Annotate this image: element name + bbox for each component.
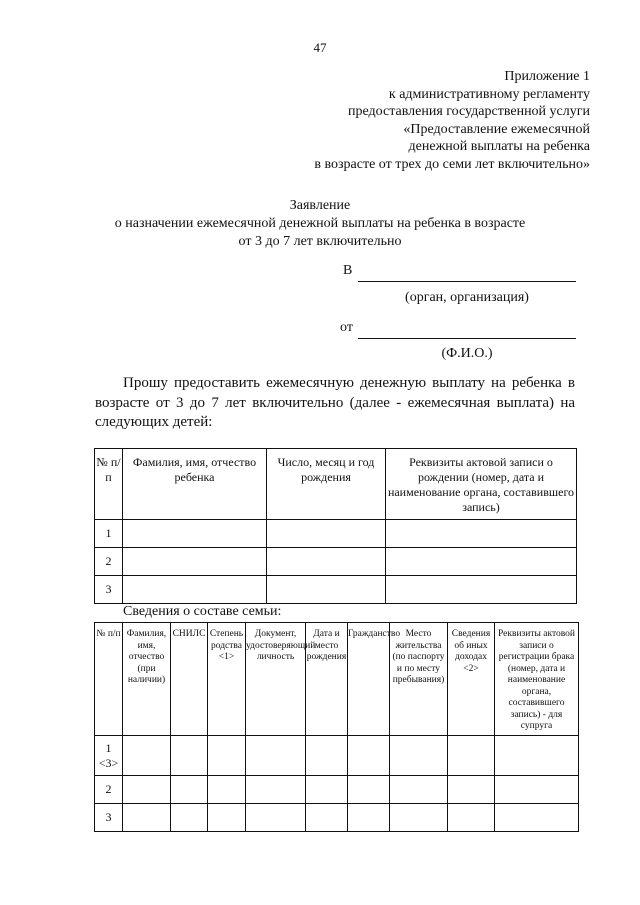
table-row — [95, 520, 577, 548]
page-number: 47 — [313, 40, 327, 55]
table-row — [95, 548, 577, 576]
table-cell[interactable] — [386, 548, 577, 576]
appendix-line: к административному регламенту — [388, 86, 590, 102]
table-cell[interactable] — [495, 736, 579, 776]
table-cell[interactable] — [171, 736, 208, 776]
table-cell[interactable] — [390, 804, 448, 832]
title-line: от 3 до 7 лет включительно — [238, 234, 402, 249]
to-organization-line[interactable] — [358, 280, 576, 282]
table-cell[interactable] — [386, 520, 577, 548]
table-cell[interactable] — [348, 736, 390, 776]
table-cell[interactable] — [448, 804, 495, 832]
family-heading: Сведения о составе семьи: — [123, 604, 282, 619]
table-cell[interactable] — [390, 736, 448, 776]
children-table — [94, 448, 577, 604]
table-cell[interactable] — [123, 520, 267, 548]
from-hint: (Ф.И.О.) — [441, 346, 493, 361]
request-paragraph — [95, 374, 575, 433]
header-birth-date: Число, месяц и год рождения — [267, 449, 386, 520]
header-other-income: Сведения об иных доходах <2> — [448, 623, 495, 736]
table-cell[interactable] — [246, 736, 306, 776]
appendix-line: «Предоставление ежемесячной — [403, 121, 590, 137]
table-cell[interactable] — [306, 736, 348, 776]
header-citizenship: Гражданство — [348, 623, 390, 736]
row-number: 2 — [95, 548, 123, 576]
appendix-header — [314, 68, 590, 173]
table-row — [95, 804, 579, 832]
row-number: 3 — [95, 804, 123, 832]
table-cell[interactable] — [495, 776, 579, 804]
table-row — [95, 776, 579, 804]
table-cell[interactable] — [306, 804, 348, 832]
table-cell[interactable] — [448, 776, 495, 804]
table-cell[interactable] — [306, 776, 348, 804]
header-birth-record: Реквизиты актовой записи о рождении (номер, дата и наименование органа, составившего запись) — [386, 449, 577, 520]
from-name-line[interactable] — [358, 337, 576, 339]
header-number: № п/п — [95, 623, 123, 736]
header-identity-document: Документ, удостоверяющий личность — [246, 623, 306, 736]
table-cell[interactable] — [348, 776, 390, 804]
row-number: 1 — [95, 520, 123, 548]
to-hint: (орган, организация) — [405, 290, 529, 305]
table-cell[interactable] — [495, 804, 579, 832]
table-cell[interactable] — [208, 736, 246, 776]
table-cell[interactable] — [171, 776, 208, 804]
title-line: о назначении ежемесячной денежной выплаты на ребенка в возрасте — [114, 216, 526, 231]
title-line: Заявление — [289, 198, 351, 213]
header-full-name: Фамилия, имя, отчество (при наличии) — [123, 623, 171, 736]
table-row — [95, 576, 577, 604]
table-cell[interactable] — [390, 776, 448, 804]
from-prefix: от — [340, 320, 353, 335]
document-title — [0, 197, 640, 251]
table-header-row — [95, 623, 579, 736]
header-relationship: Степень родства <1> — [208, 623, 246, 736]
row-number: 2 — [95, 776, 123, 804]
header-marriage-record: Реквизиты актовой записи о регистрации брака (номер, дата и наименование органа, составившего запись) - для супруга — [495, 623, 579, 736]
table-cell[interactable] — [123, 736, 171, 776]
family-table — [94, 622, 579, 832]
row-number: 1 <3> — [95, 736, 123, 776]
table-cell[interactable] — [448, 736, 495, 776]
table-header-row — [95, 449, 577, 520]
table-cell[interactable] — [123, 776, 171, 804]
table-cell[interactable] — [171, 804, 208, 832]
row-number: 3 — [95, 576, 123, 604]
table-cell[interactable] — [123, 548, 267, 576]
table-cell[interactable] — [386, 576, 577, 604]
table-cell[interactable] — [246, 804, 306, 832]
table-cell[interactable] — [267, 576, 386, 604]
appendix-line: Приложение 1 — [504, 69, 590, 84]
appendix-line: в возрасте от трех до семи лет включительно» — [314, 156, 590, 172]
to-prefix: В — [343, 263, 353, 278]
header-child-name: Фамилия, имя, отчество ребенка — [123, 449, 267, 520]
table-cell[interactable] — [246, 776, 306, 804]
table-row — [95, 736, 579, 776]
table-cell[interactable] — [267, 548, 386, 576]
request-text: Прошу предоставить ежемесячную денежную выплату на ребенка в возрасте от 3 до 7 лет включительно (далее - ежемесячная выплата) на следующих детей: — [95, 375, 575, 430]
header-residence: Место жительства (по паспорту и по месту пребывания) — [390, 623, 448, 736]
table-cell[interactable] — [267, 520, 386, 548]
table-cell[interactable] — [208, 804, 246, 832]
header-birth-date-place: Дата и место рождения — [306, 623, 348, 736]
table-cell[interactable] — [123, 804, 171, 832]
header-snils: СНИЛС — [171, 623, 208, 736]
table-cell[interactable] — [348, 804, 390, 832]
appendix-line: денежной выплаты на ребенка — [408, 139, 590, 154]
header-number: № п/п — [95, 449, 123, 520]
appendix-line: предоставления государственной услуги — [348, 104, 590, 119]
table-cell[interactable] — [123, 576, 267, 604]
table-cell[interactable] — [208, 776, 246, 804]
